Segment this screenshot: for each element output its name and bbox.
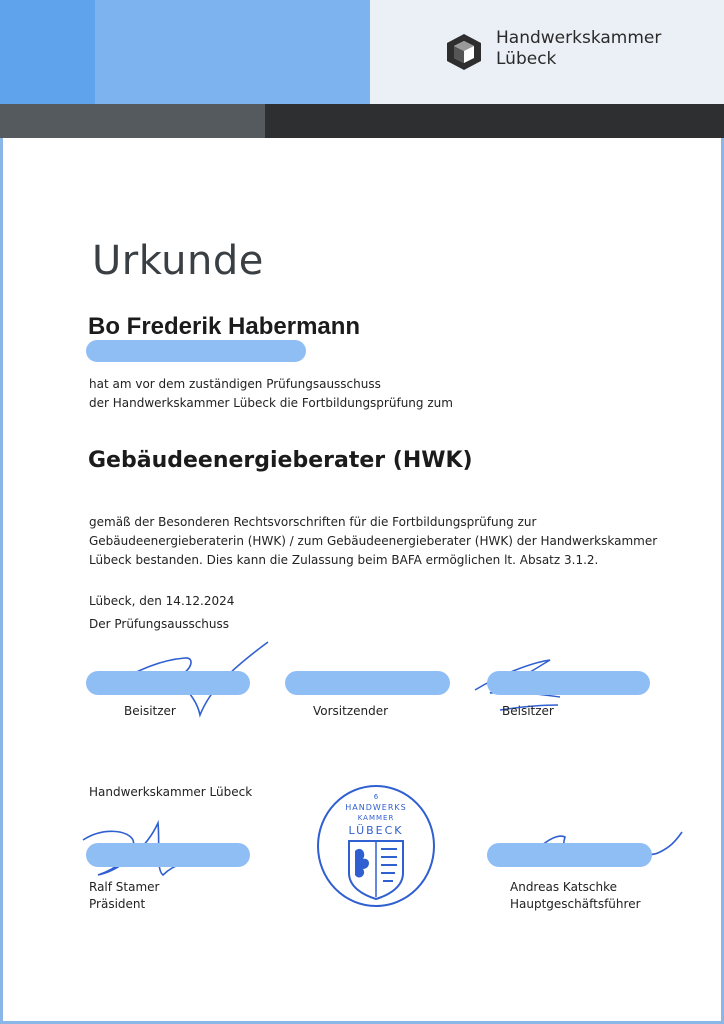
manager-name: Andreas Katschke	[510, 880, 617, 894]
logo-org-line1: Handwerkskammer	[496, 28, 662, 48]
redaction-signature-manager	[487, 843, 652, 867]
intro-line-1: hat am vor dem zuständigen Prüfungsausschuss	[89, 377, 381, 391]
seal-line-1: HANDWERKS	[345, 803, 407, 812]
hwk-logo	[444, 28, 684, 78]
redaction-birthdate	[86, 340, 306, 362]
body-line-1: gemäß der Besonderen Rechtsvorschriften für die Fortbildungsprüfung zur	[89, 515, 537, 529]
seal-line-3: LÜBECK	[348, 824, 404, 837]
recipient-name: Bo Frederik Habermann	[88, 313, 361, 340]
president-role: Präsident	[89, 897, 146, 911]
logo-text	[496, 28, 661, 70]
intro-line-2: der Handwerkskammer Lübeck die Fortbildungsprüfung zum	[89, 396, 453, 410]
president-name: Ralf Stamer	[89, 880, 160, 894]
organization-label: Handwerkskammer Lübeck	[89, 785, 253, 799]
committee-label: Der Prüfungsausschuss	[89, 617, 230, 631]
body-line-2: Gebäudeenergieberaterin (HWK) / zum Gebäudeenergieberater (HWK) der Handwerkskammer	[89, 534, 658, 548]
manager-role: Hauptgeschäftsführer	[510, 897, 641, 911]
header-band-blue-light	[95, 0, 370, 104]
signature-role-left: Beisitzer	[124, 704, 176, 718]
seal-line-2: KAMMER	[357, 814, 395, 822]
header-stripe-gray	[0, 104, 265, 138]
coat-of-arms-icon	[349, 841, 403, 899]
seal-number: 6	[373, 793, 379, 801]
signature-role-right: Beisitzer	[502, 704, 554, 718]
signature-role-middle: Vorsitzender	[313, 704, 389, 718]
hwk-cube-logo-icon	[444, 32, 484, 72]
logo-org-line2: Lübeck	[496, 49, 557, 69]
profession-title: Gebäudeenergieberater (HWK)	[88, 448, 473, 473]
place-date: Lübeck, den 14.12.2024	[89, 594, 235, 608]
header-stripe-dark	[265, 104, 724, 138]
redaction-signature-right	[487, 671, 650, 695]
body-line-3: Lübeck bestanden. Dies kann die Zulassung beim BAFA ermöglichen lt. Absatz 3.1.2.	[89, 553, 599, 567]
redaction-signature-president	[86, 843, 250, 867]
redaction-signature-middle	[285, 671, 450, 695]
redaction-signature-left	[86, 671, 250, 695]
document-title: Urkunde	[92, 238, 264, 284]
official-seal	[315, 783, 437, 909]
